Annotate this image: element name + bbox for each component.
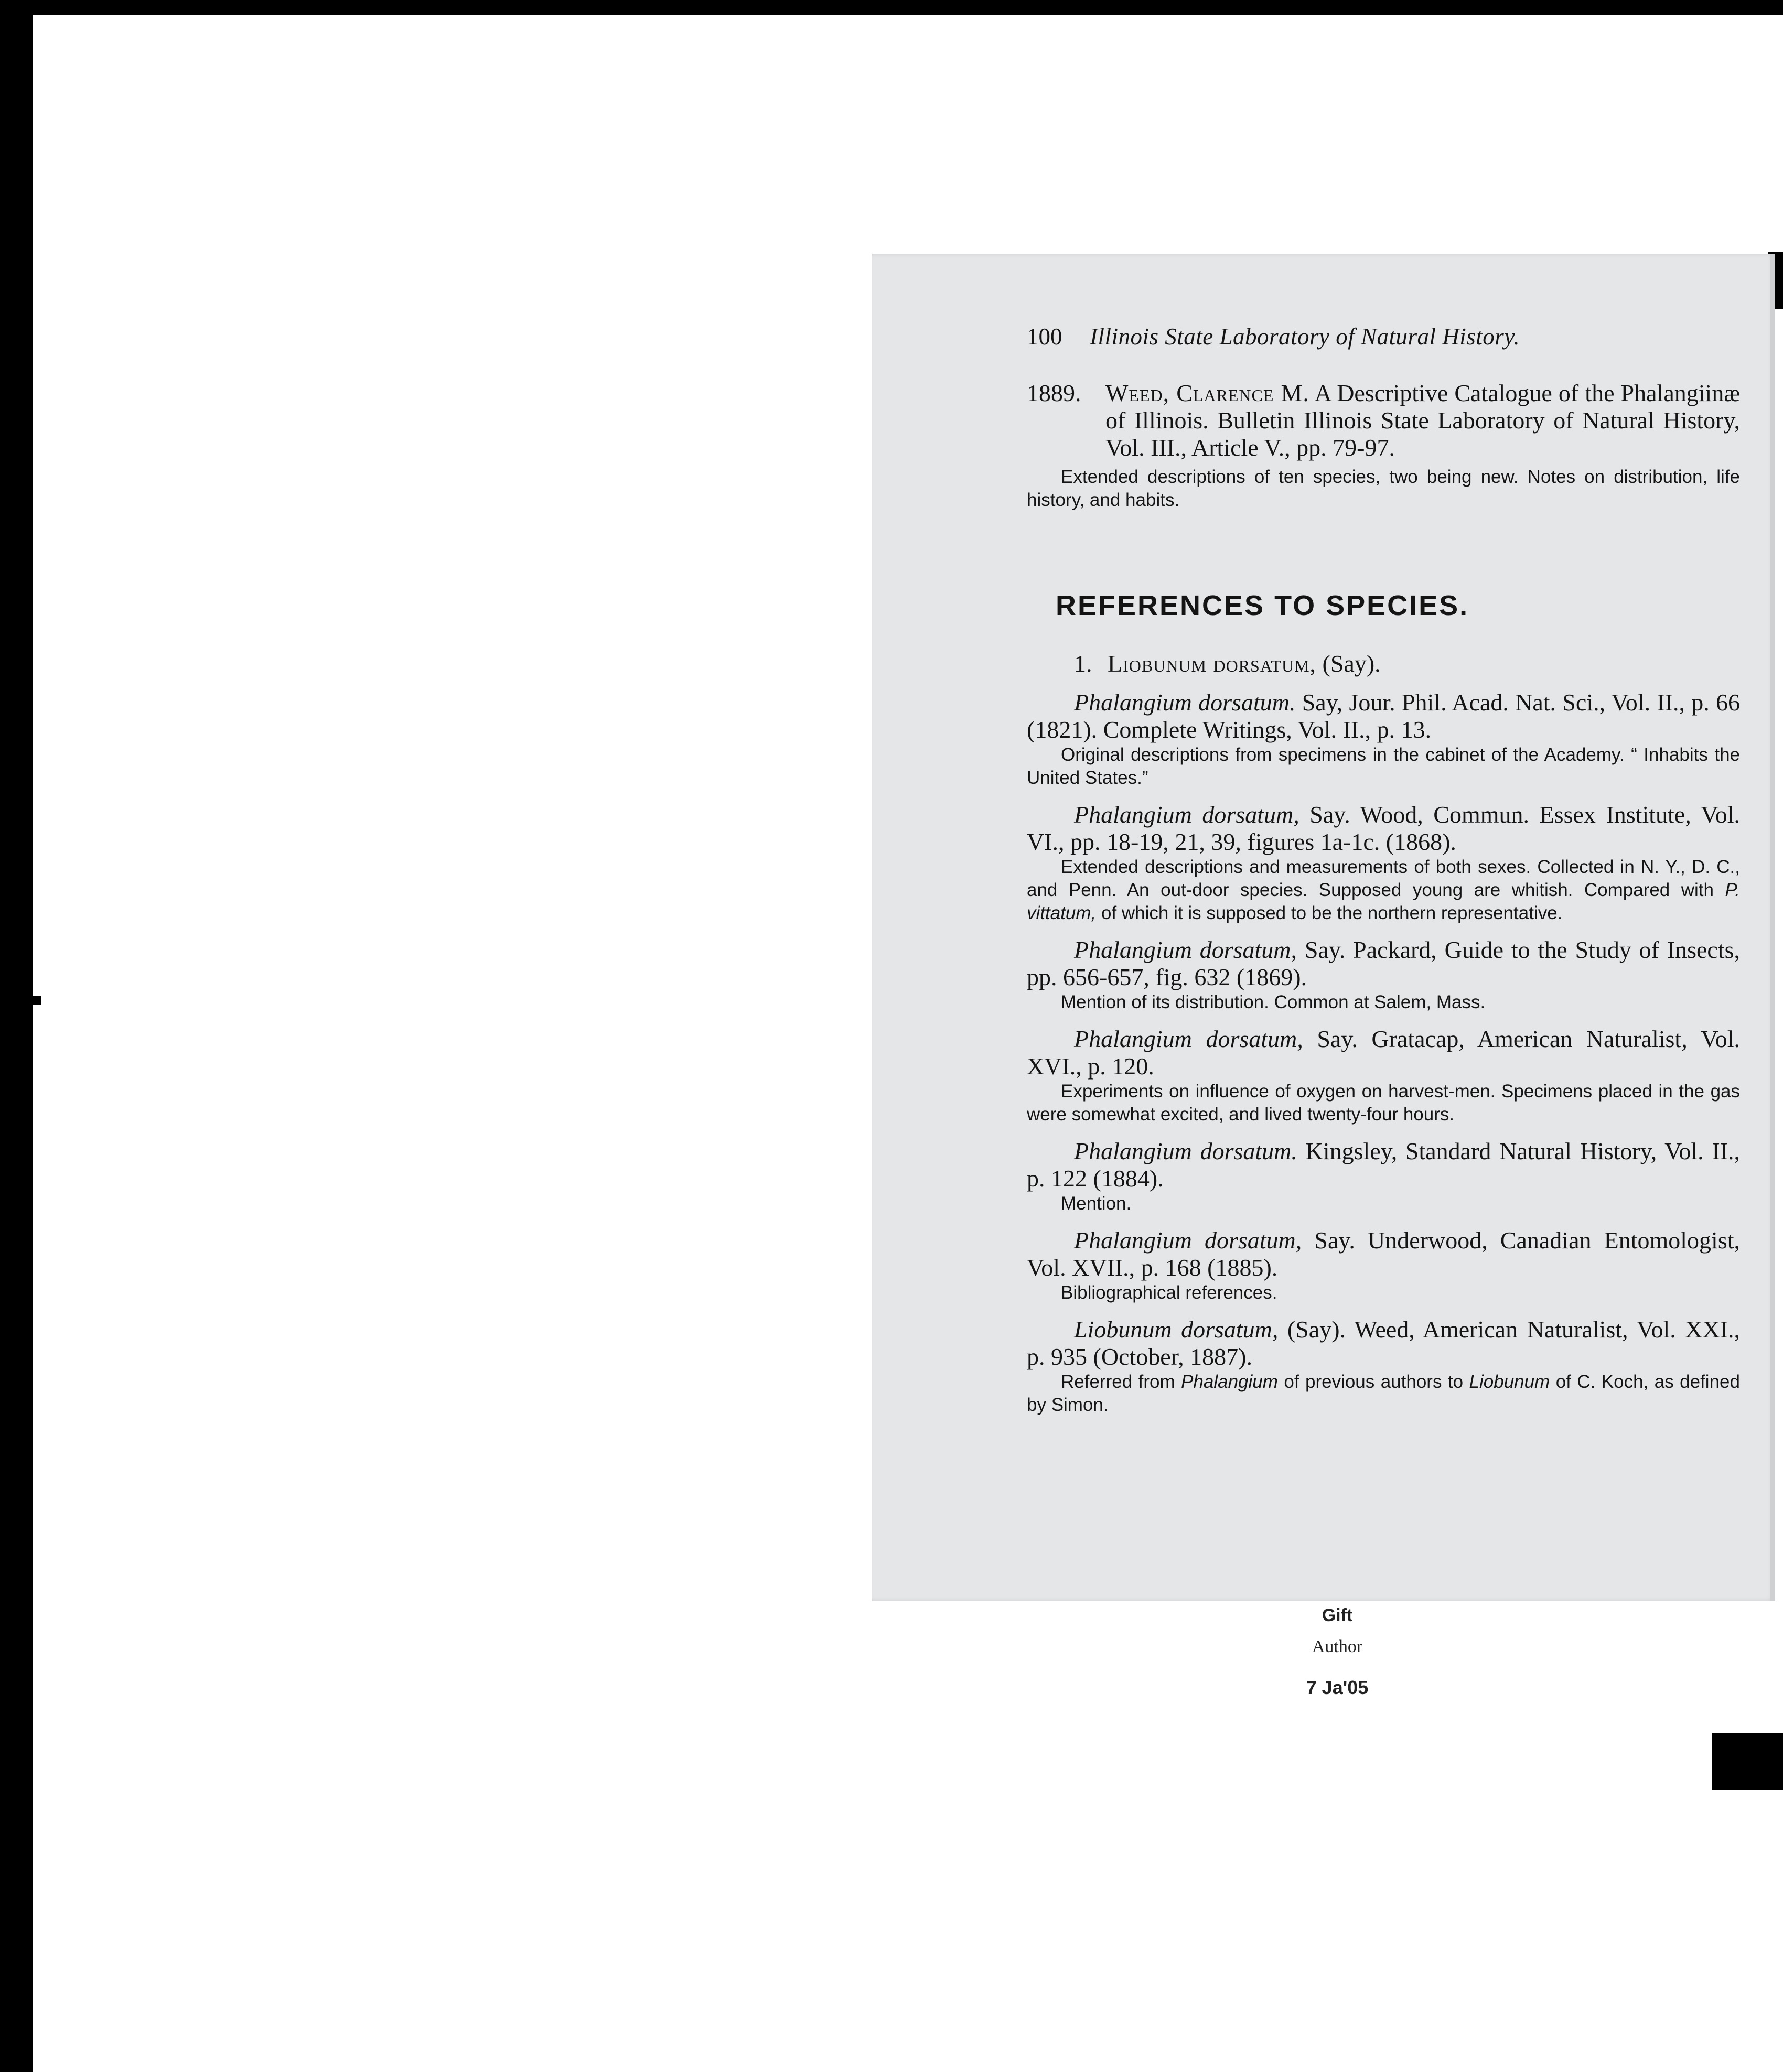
section-title: REFERENCES TO SPECIES. <box>1056 590 1469 621</box>
ref-text: (Say). Weed, American Naturalist, Vol. XXI., p. 935 (October, 1887). <box>1027 1316 1741 1370</box>
entry-note-text: Extended descriptions of ten species, two being new. Notes on distribution, life history, and habits. <box>1027 467 1740 510</box>
ref-note: Mention. <box>1061 1193 1132 1214</box>
ref-note: Experiments on influence of oxygen on harvest-men. Specimens placed in the gas were somewhat excited, and lived twenty-four hours. <box>1027 1081 1740 1125</box>
reference-1 <box>1027 689 1740 743</box>
running-title: Illinois State Laboratory of Natural History. <box>1090 323 1520 350</box>
page-number: 100 <box>1027 323 1062 350</box>
ref-note-taxon: P. vittatum, <box>1027 880 1740 923</box>
reference-6-note <box>1027 1281 1740 1304</box>
ref-note-part: of previous authors to <box>1277 1372 1469 1392</box>
ref-taxon: Phalangium dorsatum, <box>1074 1227 1302 1254</box>
reference-1-note <box>1027 743 1740 790</box>
stamp-date: 7 Ja'05 <box>1306 1677 1369 1698</box>
scan-border-top <box>0 0 1783 15</box>
scan-notch <box>33 996 41 1005</box>
ref-text: Say, Jour. Phil. Acad. Nat. Sci., Vol. II., p. 66 (1821). Complete Writings, Vol. II., p. 13. <box>1027 689 1740 743</box>
ref-note-part: of C. Koch, as defined by Simon. <box>1027 1372 1740 1415</box>
running-header <box>1027 323 1740 350</box>
ref-text: Say. Gratacap, American Naturalist, Vol. XVI., p. 120. <box>1027 1026 1740 1080</box>
ref-taxon: Phalangium dorsatum, <box>1074 1026 1303 1052</box>
stamp-author: Author <box>1312 1637 1363 1656</box>
reference-2-note <box>1027 856 1740 925</box>
reference-3-note <box>1027 991 1740 1014</box>
species-block <box>1027 650 1740 1417</box>
ref-taxon: Phalangium dorsatum, <box>1074 936 1297 963</box>
entry-author: Weed, Clarence M. <box>1105 380 1309 406</box>
stamp-gift: Gift <box>1322 1605 1353 1625</box>
reference-3 <box>1027 936 1740 991</box>
species-name: Liobunum dorsatum, <box>1108 650 1317 677</box>
reference-2 <box>1027 801 1740 856</box>
card-edge <box>1770 254 1775 1601</box>
bibliography-entry <box>1027 380 1740 512</box>
entry-note <box>1027 466 1740 512</box>
species-heading <box>1074 650 1740 677</box>
ref-note: Original descriptions from specimens in the cabinet of the Academy. “ Inhabits the United States.” <box>1027 744 1740 788</box>
entry-year: 1889. <box>1027 380 1081 406</box>
ref-note: Bibliographical references. <box>1061 1282 1277 1303</box>
reference-5 <box>1027 1138 1740 1192</box>
entry-citation: A Descriptive Catalogue of the Phalangiinæ of Illinois. Bulletin Illinois State Laboratory of Natural History, Vol. III., Article V., pp. 79-97. <box>1105 380 1740 461</box>
ref-note-part: of which it is supposed to be the northern representative. <box>1096 903 1563 923</box>
species-authority: (Say). <box>1322 650 1381 677</box>
reference-5-note <box>1027 1192 1740 1215</box>
ref-note-part: Extended descriptions and measurements of both sexes. Collected in N. Y., D. C., and Penn. An out-door species. Supposed young are whitish. Compared with <box>1027 857 1740 900</box>
reference-4 <box>1027 1026 1740 1080</box>
ref-taxon: Phalangium dorsatum. <box>1074 1138 1297 1164</box>
ref-note-taxon: Liobunum <box>1469 1372 1550 1392</box>
ref-note-taxon: Phalangium <box>1181 1372 1278 1392</box>
entry-body <box>1105 380 1740 461</box>
ref-note: Mention of its distribution. Common at Salem, Mass. <box>1061 992 1486 1012</box>
reference-7-note <box>1027 1370 1740 1417</box>
ref-taxon: Phalangium dorsatum. <box>1074 689 1296 716</box>
scanned-page-card <box>872 254 1775 1601</box>
ref-text: Say. Packard, Guide to the Study of Insects, pp. 656-657, fig. 632 (1869). <box>1027 936 1741 990</box>
ref-note-part: Referred from <box>1061 1372 1181 1392</box>
ref-taxon: Liobunum dorsatum, <box>1074 1316 1279 1343</box>
reference-7 <box>1027 1316 1740 1370</box>
ref-text: Say. Underwood, Canadian Entomologist, Vol. XVII., p. 168 (1885). <box>1027 1227 1741 1281</box>
scan-border-left <box>0 0 33 2072</box>
scan-tab-bottom <box>1712 1733 1783 1790</box>
ref-taxon: Phalangium dorsatum, <box>1074 801 1299 828</box>
reference-6 <box>1027 1227 1740 1281</box>
ref-text: Kingsley, Standard Natural History, Vol. II., p. 122 (1884). <box>1027 1138 1741 1192</box>
ref-text: Say. Wood, Commun. Essex Institute, Vol. VI., pp. 18-19, 21, 39, figures 1a-1c. (1868). <box>1027 801 1740 855</box>
species-number: 1. <box>1074 650 1092 677</box>
reference-4-note <box>1027 1080 1740 1126</box>
